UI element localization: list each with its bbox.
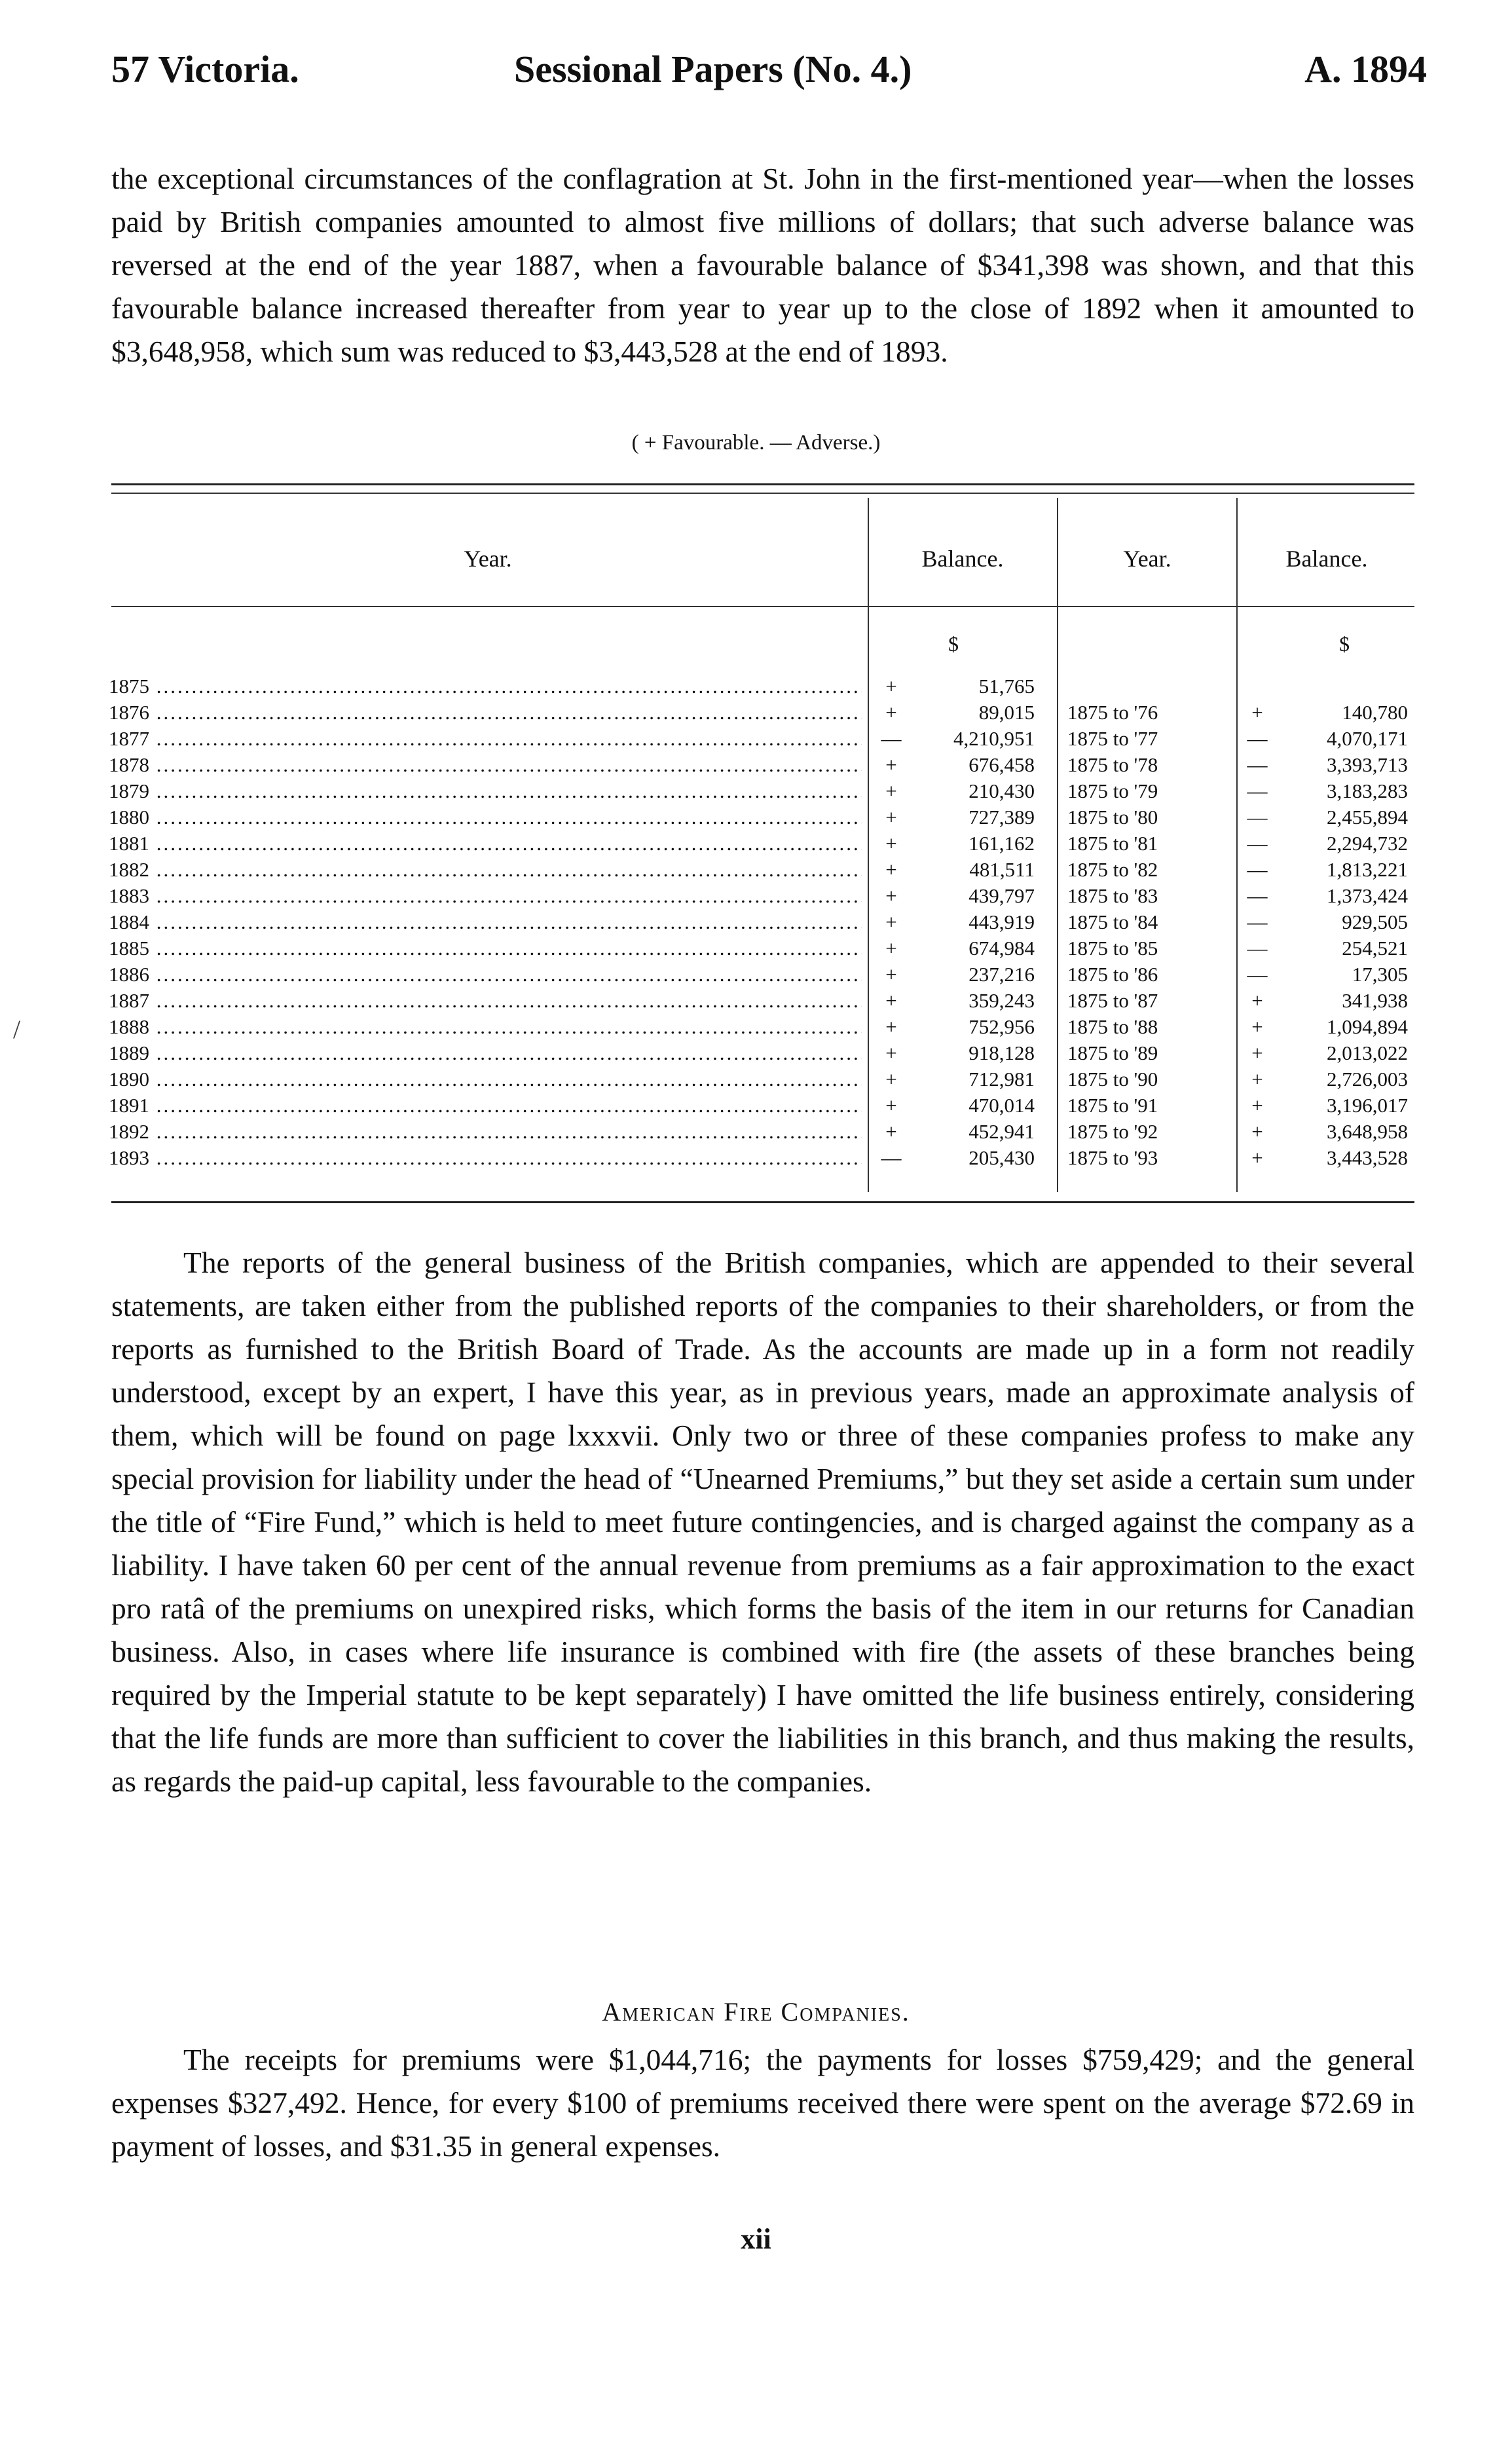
- row-balance: 727,389: [968, 806, 1035, 829]
- row-year-range: 1875 to '76: [1067, 701, 1158, 724]
- header-balance: Balance.: [921, 546, 1004, 572]
- row-sign: +: [885, 753, 897, 776]
- row-year: 1878 .....: [109, 752, 862, 778]
- row-year: 1881 .....: [109, 831, 862, 857]
- row-year: 1879 .....: [109, 778, 862, 804]
- row-year-range: 1875 to '87: [1067, 989, 1158, 1012]
- row-year: 1893 .....: [109, 1145, 862, 1171]
- row-year-range: 1875 to '91: [1067, 1094, 1158, 1117]
- row-year: 1889 .....: [109, 1040, 862, 1066]
- row-range-sign: —: [1247, 727, 1268, 750]
- row-range-balance: 3,648,958: [1327, 1120, 1408, 1143]
- american-companies-paragraph: The receipts for premiums were $1,044,716; the payments for losses $759,429; and the general expenses $327,492. Hence, for every $100 of premiums received there were spent on the average $72.69 in payment of losses, and $31.35 in general expenses.: [111, 2043, 1414, 2163]
- row-sign: +: [885, 989, 897, 1012]
- row-balance: 359,243: [968, 989, 1035, 1012]
- row-sign: +: [885, 937, 897, 960]
- row-year: 1875 .....: [109, 673, 862, 700]
- row-sign: +: [885, 779, 897, 802]
- row-year: 1890 .....: [109, 1066, 862, 1093]
- row-sign: +: [885, 1120, 897, 1143]
- row-year-range: 1875 to '85: [1067, 937, 1158, 960]
- page-folio: xii: [741, 2223, 771, 2255]
- row-balance: 752,956: [968, 1015, 1035, 1038]
- header-session: 57 Victoria.: [111, 48, 299, 90]
- row-year: 1883 .....: [109, 883, 862, 909]
- table-row: [0, 1119, 1512, 1145]
- intro-paragraph: the exceptional circumstances of the conflagration at St. John in the first-mentioned year—when the losses paid by British companies amounted to almost five millions of dollars; that such adverse balance was reversed at the end of the year 1887, when a favourable balance of $341,398 was shown, and that this favourable balance increased thereafter from year to year up to the close of 1892 when it amounted to $3,648,958, which sum was reduced to $3,443,528 at the end of 1893.: [111, 162, 1414, 368]
- table-row: [0, 1093, 1512, 1119]
- row-balance: 210,430: [968, 779, 1035, 802]
- table-row: [0, 1066, 1512, 1093]
- row-balance: 918,128: [968, 1041, 1035, 1064]
- row-balance: 4,210,951: [953, 727, 1035, 750]
- row-year-range: 1875 to '78: [1067, 753, 1158, 776]
- row-year-range: 1875 to '92: [1067, 1120, 1158, 1143]
- table-row: [0, 1014, 1512, 1040]
- row-range-sign: —: [1247, 779, 1268, 802]
- row-year: 1876 .....: [109, 700, 862, 726]
- row-range-sign: +: [1251, 1120, 1263, 1143]
- table-row: [0, 673, 1512, 700]
- row-balance: 443,919: [968, 910, 1035, 933]
- row-range-sign: +: [1251, 1041, 1263, 1064]
- row-year: 1887 .....: [109, 988, 862, 1014]
- row-year: 1877 .....: [109, 726, 862, 752]
- row-range-sign: —: [1247, 884, 1268, 907]
- row-balance: 712,981: [968, 1068, 1035, 1091]
- table-row: [0, 1145, 1512, 1171]
- header-year: Year.: [464, 546, 512, 572]
- header-year-range: Year.: [1123, 546, 1171, 572]
- row-range-balance: 3,183,283: [1327, 779, 1408, 802]
- row-range-balance: 1,373,424: [1327, 884, 1408, 907]
- row-year: 1884 .....: [109, 909, 862, 935]
- table-top-rule: [111, 483, 1414, 485]
- row-range-sign: —: [1247, 753, 1268, 776]
- reports-paragraph: The reports of the general business of the British companies, which are appended to their several statements, are taken either from the published reports of the companies to their shareholders, or from the reports as furnished to the British Board of Trade. As the accounts are made up in a form not readily understood, except by an expert, I have this year, as in previous years, made an approximate analysis of them, which will be found on page lxxxvii. Only two or three of these companies profess to make any special provision for liability under the head of “Unearned Premiums,” but they set aside a certain sum under the title of “Fire Fund,” which is held to meet future contingencies, and is charged against the company as a liability. I have taken 60 per cent of the annual revenue from premiums as a fair approximation to the exact pro ratâ of the premiums on unexpired risks, which forms the basis of the item in our returns for Canadian business. Also, in cases where life insurance is combined with fire (the assets of these branches being required by the Imperial statute to be kept separately) I have omitted the life business entirely, considering that the life funds are more than sufficient to cover the liabilities in this branch, and thus making the results, as regards the paid-up capital, less favourable to the companies.: [111, 1246, 1414, 1798]
- table-row: [0, 883, 1512, 909]
- row-year-range: 1875 to '84: [1067, 910, 1158, 933]
- row-range-balance: 254,521: [1342, 937, 1408, 960]
- row-year: 1880 .....: [109, 804, 862, 831]
- row-balance: 161,162: [968, 832, 1035, 855]
- row-range-balance: 3,443,528: [1327, 1146, 1408, 1169]
- row-range-sign: +: [1251, 701, 1263, 724]
- table-row: [0, 988, 1512, 1014]
- row-sign: +: [885, 1041, 897, 1064]
- table-row: [0, 909, 1512, 935]
- row-balance: 470,014: [968, 1094, 1035, 1117]
- row-range-sign: —: [1247, 910, 1268, 933]
- table-row: [0, 700, 1512, 726]
- row-sign: +: [885, 1068, 897, 1091]
- row-year-range: 1875 to '83: [1067, 884, 1158, 907]
- row-balance: 674,984: [968, 937, 1035, 960]
- row-range-sign: +: [1251, 1094, 1263, 1117]
- table-bottom-rule: [111, 1201, 1414, 1203]
- row-range-balance: 17,305: [1352, 963, 1408, 986]
- row-range-sign: —: [1247, 963, 1268, 986]
- row-range-balance: 341,938: [1342, 989, 1408, 1012]
- row-range-balance: 4,070,171: [1327, 727, 1408, 750]
- section-heading: American Fire Companies.: [602, 1997, 910, 2027]
- row-range-sign: —: [1247, 806, 1268, 829]
- row-range-sign: —: [1247, 937, 1268, 960]
- running-header: [111, 47, 1427, 106]
- row-year: 1888 .....: [109, 1014, 862, 1040]
- row-balance: 439,797: [968, 884, 1035, 907]
- table-row: [0, 752, 1512, 778]
- row-range-sign: +: [1251, 989, 1263, 1012]
- row-sign: +: [885, 806, 897, 829]
- row-balance: 205,430: [968, 1146, 1035, 1169]
- row-sign: +: [885, 963, 897, 986]
- table-row: [0, 1040, 1512, 1066]
- row-sign: +: [885, 675, 897, 698]
- row-year-range: 1875 to '77: [1067, 727, 1158, 750]
- row-year-range: 1875 to '79: [1067, 779, 1158, 802]
- row-sign: +: [885, 832, 897, 855]
- row-balance: 51,765: [978, 675, 1035, 698]
- row-balance: 676,458: [968, 753, 1035, 776]
- row-year-range: 1875 to '80: [1067, 806, 1158, 829]
- row-range-balance: 1,813,221: [1327, 858, 1408, 881]
- currency-symbol-left: $: [948, 632, 959, 656]
- row-year: 1882 .....: [109, 857, 862, 883]
- row-year-range: 1875 to '89: [1067, 1041, 1158, 1064]
- row-range-sign: +: [1251, 1146, 1263, 1169]
- row-year: 1885 .....: [109, 935, 862, 962]
- row-range-balance: 3,196,017: [1327, 1094, 1408, 1117]
- row-range-balance: 140,780: [1342, 701, 1408, 724]
- table-header-rule: [111, 606, 1414, 607]
- row-sign: +: [885, 701, 897, 724]
- row-range-sign: —: [1247, 832, 1268, 855]
- header-title: Sessional Papers (No. 4.): [514, 48, 912, 90]
- table-row: [0, 831, 1512, 857]
- row-year-range: 1875 to '88: [1067, 1015, 1158, 1038]
- table-row: [0, 726, 1512, 752]
- row-sign: +: [885, 884, 897, 907]
- row-range-balance: 929,505: [1342, 910, 1408, 933]
- row-balance: 452,941: [968, 1120, 1035, 1143]
- row-year-range: 1875 to '90: [1067, 1068, 1158, 1091]
- row-year-range: 1875 to '81: [1067, 832, 1158, 855]
- row-sign: —: [881, 1146, 902, 1169]
- table-row: [0, 962, 1512, 988]
- table-row: [0, 804, 1512, 831]
- row-sign: +: [885, 1094, 897, 1117]
- table-row: [0, 935, 1512, 962]
- table-legend: ( + Favourable. — Adverse.): [631, 431, 881, 455]
- row-year: 1892 .....: [109, 1119, 862, 1145]
- header-balance-range: Balance.: [1285, 546, 1368, 572]
- table-row: [0, 857, 1512, 883]
- row-range-sign: —: [1247, 858, 1268, 881]
- header-year: A. 1894: [1304, 48, 1427, 90]
- row-sign: +: [885, 910, 897, 933]
- row-sign: +: [885, 858, 897, 881]
- row-year-range: 1875 to '93: [1067, 1146, 1158, 1169]
- row-range-balance: 2,455,894: [1327, 806, 1408, 829]
- row-year-range: 1875 to '82: [1067, 858, 1158, 881]
- margin-mark: /: [13, 1015, 21, 1044]
- currency-symbol-right: $: [1339, 632, 1350, 656]
- row-range-balance: 2,294,732: [1327, 832, 1408, 855]
- row-year: 1886 .....: [109, 962, 862, 988]
- row-range-sign: +: [1251, 1015, 1263, 1038]
- row-year-range: 1875 to '86: [1067, 963, 1158, 986]
- row-range-balance: 3,393,713: [1327, 753, 1408, 776]
- row-range-balance: 2,013,022: [1327, 1041, 1408, 1064]
- row-range-balance: 2,726,003: [1327, 1068, 1408, 1091]
- table-top-rule-2: [111, 493, 1414, 494]
- row-year: 1891 .....: [109, 1093, 862, 1119]
- row-sign: —: [881, 727, 902, 750]
- row-balance: 481,511: [969, 858, 1035, 881]
- row-balance: 89,015: [978, 701, 1035, 724]
- row-sign: +: [885, 1015, 897, 1038]
- row-range-balance: 1,094,894: [1327, 1015, 1408, 1038]
- table-row: [0, 778, 1512, 804]
- row-range-sign: +: [1251, 1068, 1263, 1091]
- row-balance: 237,216: [968, 963, 1035, 986]
